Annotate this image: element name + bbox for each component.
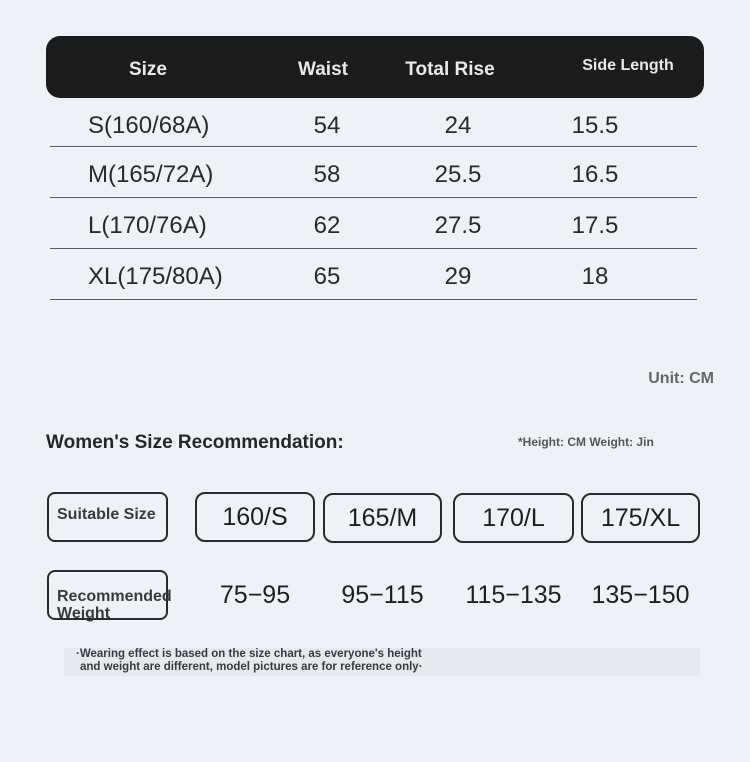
header-size: Size — [128, 59, 168, 80]
weight-l: 115−135 — [465, 581, 562, 609]
cell-total-rise: 29 — [444, 263, 472, 290]
header-side-length: Side Length — [582, 57, 674, 74]
cell-side-length: 15.5 — [571, 112, 619, 139]
cell-size: S(160/68A) — [88, 112, 210, 139]
cell-total-rise: 27.5 — [434, 212, 482, 239]
size-table — [46, 36, 704, 300]
recommended-weight-label: Recommended Weight — [47, 570, 168, 620]
table-row — [50, 198, 697, 249]
cell-size: M(165/72A) — [88, 161, 214, 188]
cell-side-length: 16.5 — [571, 161, 619, 188]
weight-m: 95−115 — [341, 581, 424, 609]
size-box-xl: 175/XL — [581, 493, 700, 543]
size-box-l: 170/L — [453, 493, 574, 543]
cell-size: XL(175/80A) — [88, 263, 223, 290]
cell-waist: 62 — [313, 212, 341, 239]
weight-xl: 135−150 — [591, 581, 690, 609]
recommendation-title: Women's Size Recommendation: — [46, 432, 344, 453]
header-total-rise: Total Rise — [405, 59, 495, 80]
unit-label: Unit: CM — [648, 370, 714, 387]
table-row — [50, 249, 697, 300]
cell-side-length: 18 — [581, 263, 609, 290]
cell-waist: 54 — [313, 112, 341, 139]
cell-total-rise: 25.5 — [434, 161, 482, 188]
disclaimer — [64, 648, 700, 676]
table-header — [46, 36, 704, 98]
disclaimer-line-2: and weight are different, model pictures are for reference only· — [80, 661, 423, 673]
cell-side-length: 17.5 — [571, 212, 619, 239]
recommendation-note: *Height: CM Weight: Jin — [518, 435, 654, 449]
weight-s: 75−95 — [219, 581, 291, 609]
size-box-m: 165/M — [323, 493, 442, 543]
cell-size: L(170/76A) — [88, 212, 207, 239]
table-row — [50, 98, 697, 147]
cell-total-rise: 24 — [444, 112, 472, 139]
suitable-size-label: Suitable Size — [47, 492, 168, 542]
cell-waist: 65 — [313, 263, 341, 290]
table-row — [50, 147, 697, 198]
disclaimer-line-1: ·Wearing effect is based on the size chart, as everyone's height — [76, 648, 422, 660]
header-waist: Waist — [298, 59, 348, 80]
size-box-s: 160/S — [195, 492, 315, 542]
cell-waist: 58 — [313, 161, 341, 188]
